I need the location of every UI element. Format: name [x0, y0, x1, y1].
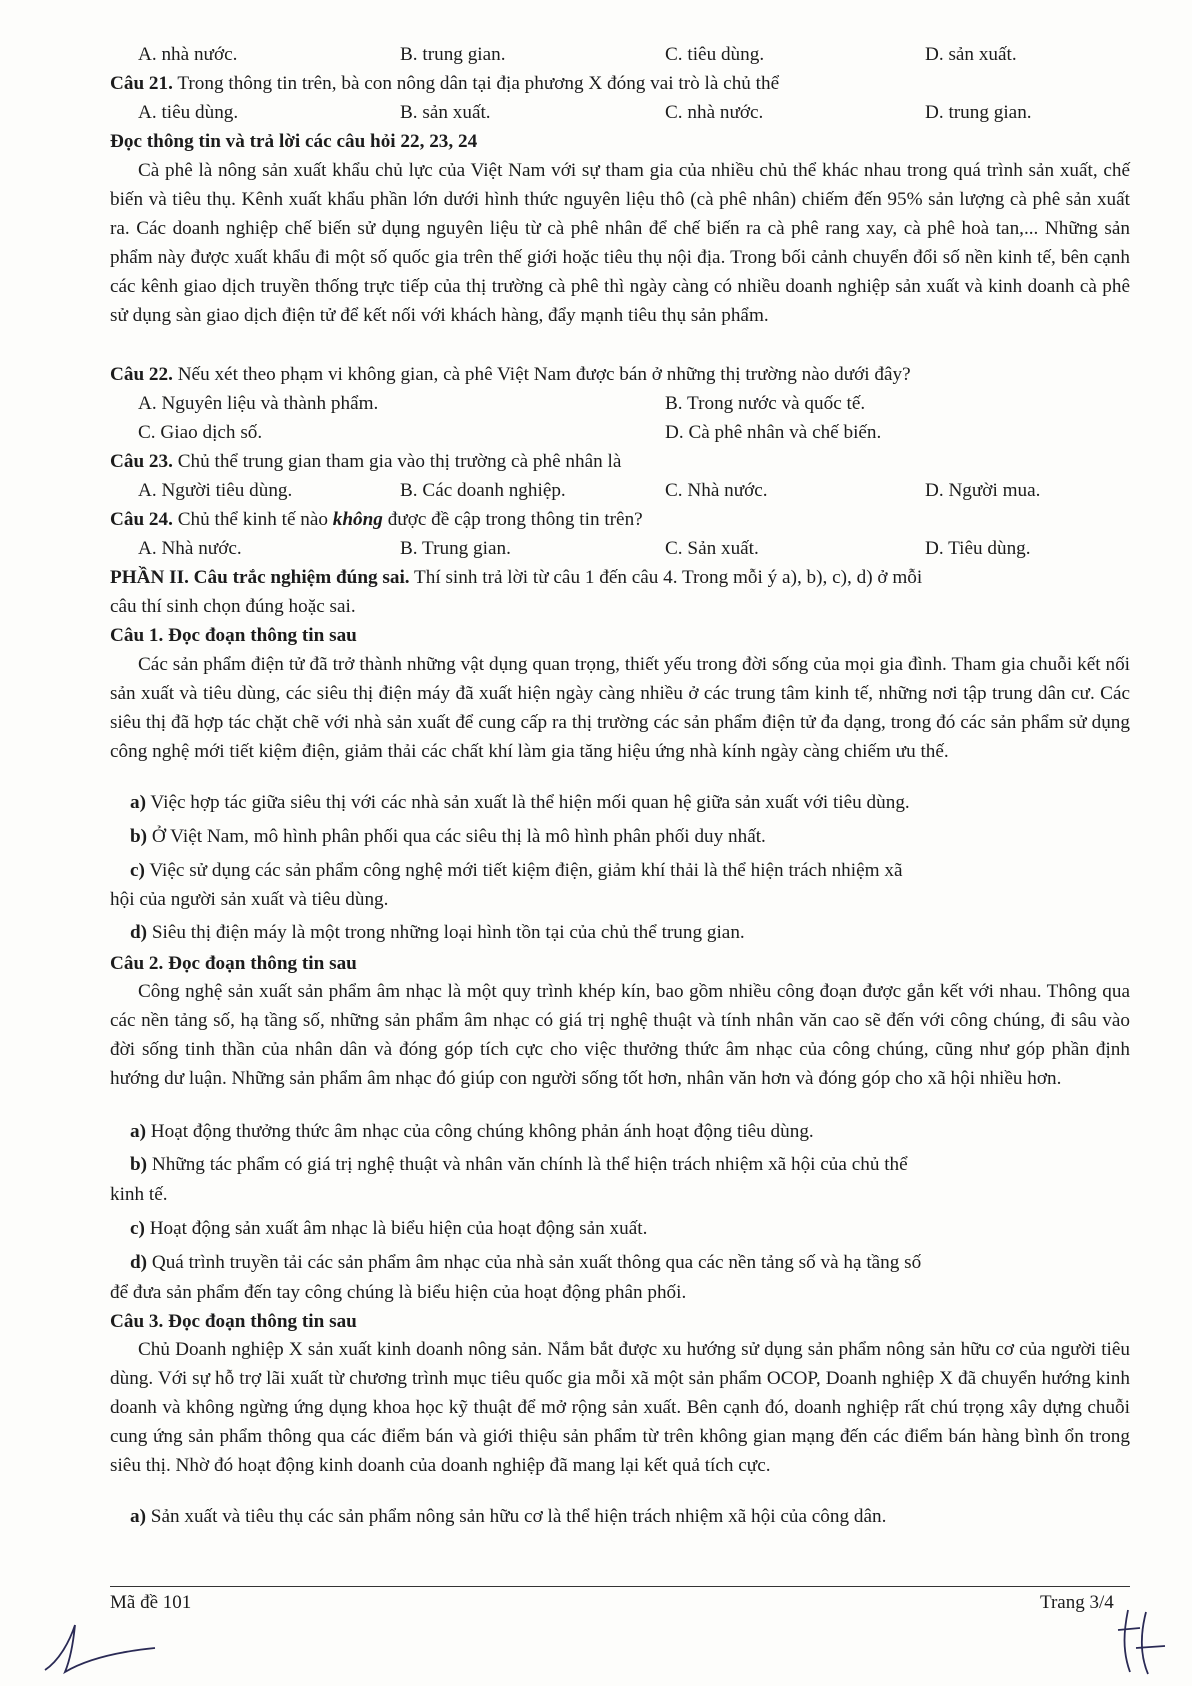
c2-statement-c — [130, 1214, 1150, 1243]
statement-text: Những tác phẩm có giá trị nghệ thuật và nhân văn chính là thể hiện trách nhiệm xã hội của chủ thể — [147, 1154, 908, 1175]
option-a: A. nhà nước. — [138, 44, 238, 65]
option-d: D. trung gian. — [925, 102, 1032, 123]
option-b: B. Trung gian. — [400, 538, 511, 559]
question-23 — [110, 447, 1130, 476]
statement-text: Sản xuất và tiêu thụ các sản phẩm nông sản hữu cơ là thể hiện trách nhiệm xã hội của công dân. — [145, 1506, 887, 1527]
part-2-instructions — [110, 563, 1130, 592]
q23-options — [0, 476, 1192, 505]
option-c: C. tiêu dùng. — [665, 44, 765, 65]
label-b: b) — [130, 1154, 148, 1175]
c1-statement-d — [130, 918, 1150, 947]
label-c: c) — [130, 860, 145, 881]
c2-passage: Công nghệ sản xuất sản phẩm âm nhạc là một quy trình khép kín, bao gồm nhiều công đoạn được gắn kết với nhau. Thông qua các nền tảng số, hạ tầng số, những sản phẩm âm nhạc có giá trị nghệ thuật và tính nhân văn cao sẽ đến với công chúng, đi sâu vào đời sống tinh thần của nhân dân và đóng góp tích cực cho việc thưởng thức âm nhạc của công chúng, cũng như góp phần định hướng dư luận. Những sản phẩm âm nhạc đó giúp con người sống tốt hơn, nhân văn hơn và đóng góp cho xã hội nhiều hơn. — [110, 981, 1130, 1089]
question-text: Chủ thể kinh tế nào — [172, 509, 333, 530]
option-d: D. sản xuất. — [925, 44, 1017, 65]
option-d: D. Tiêu dùng. — [925, 538, 1031, 559]
option-c: C. Sản xuất. — [665, 538, 759, 559]
signature-right-icon — [1110, 1600, 1180, 1680]
q21-options — [0, 98, 1192, 127]
option-b: B. trung gian. — [400, 44, 506, 65]
c2-statement-d-cont: để đưa sản phẩm đến tay công chúng là biểu hiện của hoạt động phân phối. — [110, 1282, 687, 1303]
label-a: a) — [130, 792, 146, 813]
statement-text: Hoạt động sản xuất âm nhạc là biểu hiện của hoạt động sản xuất. — [144, 1218, 648, 1239]
question-number: Câu 22. — [110, 364, 173, 385]
c1-statement-c-cont: hội của người sản xuất và tiêu dùng. — [110, 889, 389, 910]
option-c: C. nhà nước. — [665, 102, 764, 123]
label-a: a) — [130, 1506, 146, 1527]
c3-statement-a — [130, 1502, 1150, 1531]
question-number: Câu 23. — [110, 451, 173, 472]
question-text-end: được đề cập trong thông tin trên? — [382, 509, 643, 530]
option-d: D. Người mua. — [925, 480, 1041, 501]
exam-code: Mã đề 101 — [110, 1592, 192, 1613]
label-a: a) — [130, 1121, 146, 1142]
q22-options-row1 — [0, 389, 1192, 418]
question-text: Trong thông tin trên, bà con nông dân tại địa phương X đóng vai trò là chủ thể — [172, 73, 780, 94]
statement-text: Quá trình truyền tải các sản phẩm âm nhạc của nhà sản xuất thông qua các nền tảng số và hạ tầng số — [147, 1252, 922, 1273]
part-2-instructions-cont: câu thí sinh chọn đúng hoặc sai. — [110, 596, 356, 617]
label-d: d) — [130, 922, 148, 943]
q22-options-row2 — [0, 418, 1192, 447]
option-b: B. sản xuất. — [400, 102, 491, 123]
signature-left-icon — [25, 1610, 165, 1680]
part-2-title: PHẦN II. Câu trắc nghiệm đúng sai. — [110, 567, 410, 588]
c2-heading: Câu 2. Đọc đoạn thông tin sau — [110, 953, 357, 974]
q20-options — [0, 40, 1192, 69]
option-b: B. Các doanh nghiệp. — [400, 480, 566, 501]
question-24 — [110, 505, 1130, 534]
c1-heading: Câu 1. Đọc đoạn thông tin sau — [110, 625, 357, 646]
c1-statement-b — [130, 822, 1150, 851]
option-a: A. Người tiêu dùng. — [138, 480, 293, 501]
c1-statement-a — [130, 788, 1150, 817]
c1-passage: Các sản phẩm điện tử đã trở thành những vật dụng quan trọng, thiết yếu trong đời sống của mọi gia đình. Tham gia chuỗi kết nối sản xuất và tiêu dùng, các siêu thị điện máy đã xuất hiện ngày càng nhiều ở các trung tâm kinh tế, những nơi tập trung dân cư. Các siêu thị đã hợp tác chặt chẽ với nhà sản xuất để cung cấp ra thị trường các sản phẩm điện tử đa dạng, trong đó các sản phẩm sử dụng công nghệ mới tiết kiệm điện, giảm thải các chất khí làm gia tăng hiệu ứng nhà kính ngày càng chiếm ưu thế. — [110, 654, 1130, 762]
group-heading: Đọc thông tin và trả lời các câu hỏi 22, 23, 24 — [110, 131, 478, 152]
q24-options — [0, 534, 1192, 563]
statement-text: Siêu thị điện máy là một trong những loại hình tồn tại của chủ thể trung gian. — [147, 922, 745, 943]
question-21 — [110, 69, 1130, 98]
statement-text: Việc hợp tác giữa siêu thị với các nhà sản xuất là thể hiện mối quan hệ giữa sản xuất với tiêu dùng. — [145, 792, 910, 813]
statement-text: Ở Việt Nam, mô hình phân phối qua các siêu thị là mô hình phân phối duy nhất. — [147, 826, 766, 847]
c1-statement-c — [130, 856, 1150, 885]
option-d: D. Cà phê nhân và chế biến. — [665, 422, 882, 443]
c3-heading: Câu 3. Đọc đoạn thông tin sau — [110, 1311, 357, 1332]
label-c: c) — [130, 1218, 145, 1239]
question-22 — [110, 360, 1130, 389]
option-a: A. Nhà nước. — [138, 538, 242, 559]
group-passage: Cà phê là nông sản xuất khẩu chủ lực của Việt Nam với sự tham gia của nhiều chủ thể khác nhau trong quá trình sản xuất, chế biến và tiêu thụ. Kênh xuất khẩu phần lớn dưới hình thức nguyên liệu thô (cà phê nhân) chiếm đến 95% sản lượng cà phê sản xuất ra. Các doanh nghiệp chế biến sử dụng nguyên liệu từ cà phê nhân để chế biến ra cà phê rang xay, cà phê hoà tan,... Những sản phẩm này được xuất khẩu đi một số quốc gia trên thế giới hoặc tiêu thụ nội địa. Trong bối cảnh chuyển đổi số nền kinh tế, bên cạnh các kênh giao dịch truyền thống trực tiếp của thị trường cà phê thì ngày càng có nhiều doanh nghiệp sản xuất và kinh doanh cà phê sử dụng sàn giao dịch điện tử để kết nối với khách hàng, đẩy mạnh tiêu thụ sản phẩm. — [110, 160, 1130, 326]
part-2-text: Thí sinh trả lời từ câu 1 đến câu 4. Trong mỗi ý a), b), c), d) ở mỗi — [409, 567, 923, 588]
option-c: C. Giao dịch số. — [138, 422, 263, 443]
question-number: Câu 21. — [110, 73, 173, 94]
label-d: d) — [130, 1252, 148, 1273]
question-number: Câu 24. — [110, 509, 173, 530]
question-text: Nếu xét theo phạm vi không gian, cà phê Việt Nam được bán ở những thị trường nào dưới đây? — [172, 364, 911, 385]
option-a: A. Nguyên liệu và thành phẩm. — [138, 393, 379, 414]
statement-text: Hoạt động thưởng thức âm nhạc của công chúng không phản ánh hoạt động tiêu dùng. — [145, 1121, 814, 1142]
option-b: B. Trong nước và quốc tế. — [665, 393, 866, 414]
question-text: Chủ thể trung gian tham gia vào thị trường cà phê nhân là — [172, 451, 622, 472]
c3-passage: Chủ Doanh nghiệp X sản xuất kinh doanh nông sản. Nắm bắt được xu hướng sử dụng sản phẩm nông sản hữu cơ của người tiêu dùng. Với sự hỗ trợ lãi xuất từ chương trình mục tiêu quốc gia mỗi xã một sản phẩm OCOP, Doanh nghiệp X đã chuyển hướng kinh doanh và không ngừng ứng dụng khoa học kỹ thuật để mở rộng sản xuất. Bên cạnh đó, doanh nghiệp rất chú trọng xây dựng chuỗi cung ứng sản phẩm thông qua các điểm bán và giới thiệu sản phẩm từ trên không gian mạng đến các điểm bán hàng bình ổn trong siêu thị. Nhờ đó hoạt động kinh doanh của doanh nghiệp đã mang lại kết quả tích cực. — [110, 1339, 1130, 1476]
emphasis-not: không — [332, 509, 383, 530]
label-b: b) — [130, 826, 148, 847]
option-a: A. tiêu dùng. — [138, 102, 239, 123]
page-number: Trang 3/4 — [1040, 1592, 1114, 1613]
c2-statement-a — [130, 1117, 1150, 1146]
c2-statement-d — [130, 1248, 1150, 1277]
option-c: C. Nhà nước. — [665, 480, 768, 501]
statement-text: Việc sử dụng các sản phẩm công nghệ mới tiết kiệm điện, giảm khí thải là thể hiện trách nhiệm xã — [144, 860, 903, 881]
c2-statement-b-cont: kinh tế. — [110, 1184, 168, 1205]
c2-statement-b — [130, 1150, 1150, 1179]
footer-divider — [110, 1586, 1130, 1587]
